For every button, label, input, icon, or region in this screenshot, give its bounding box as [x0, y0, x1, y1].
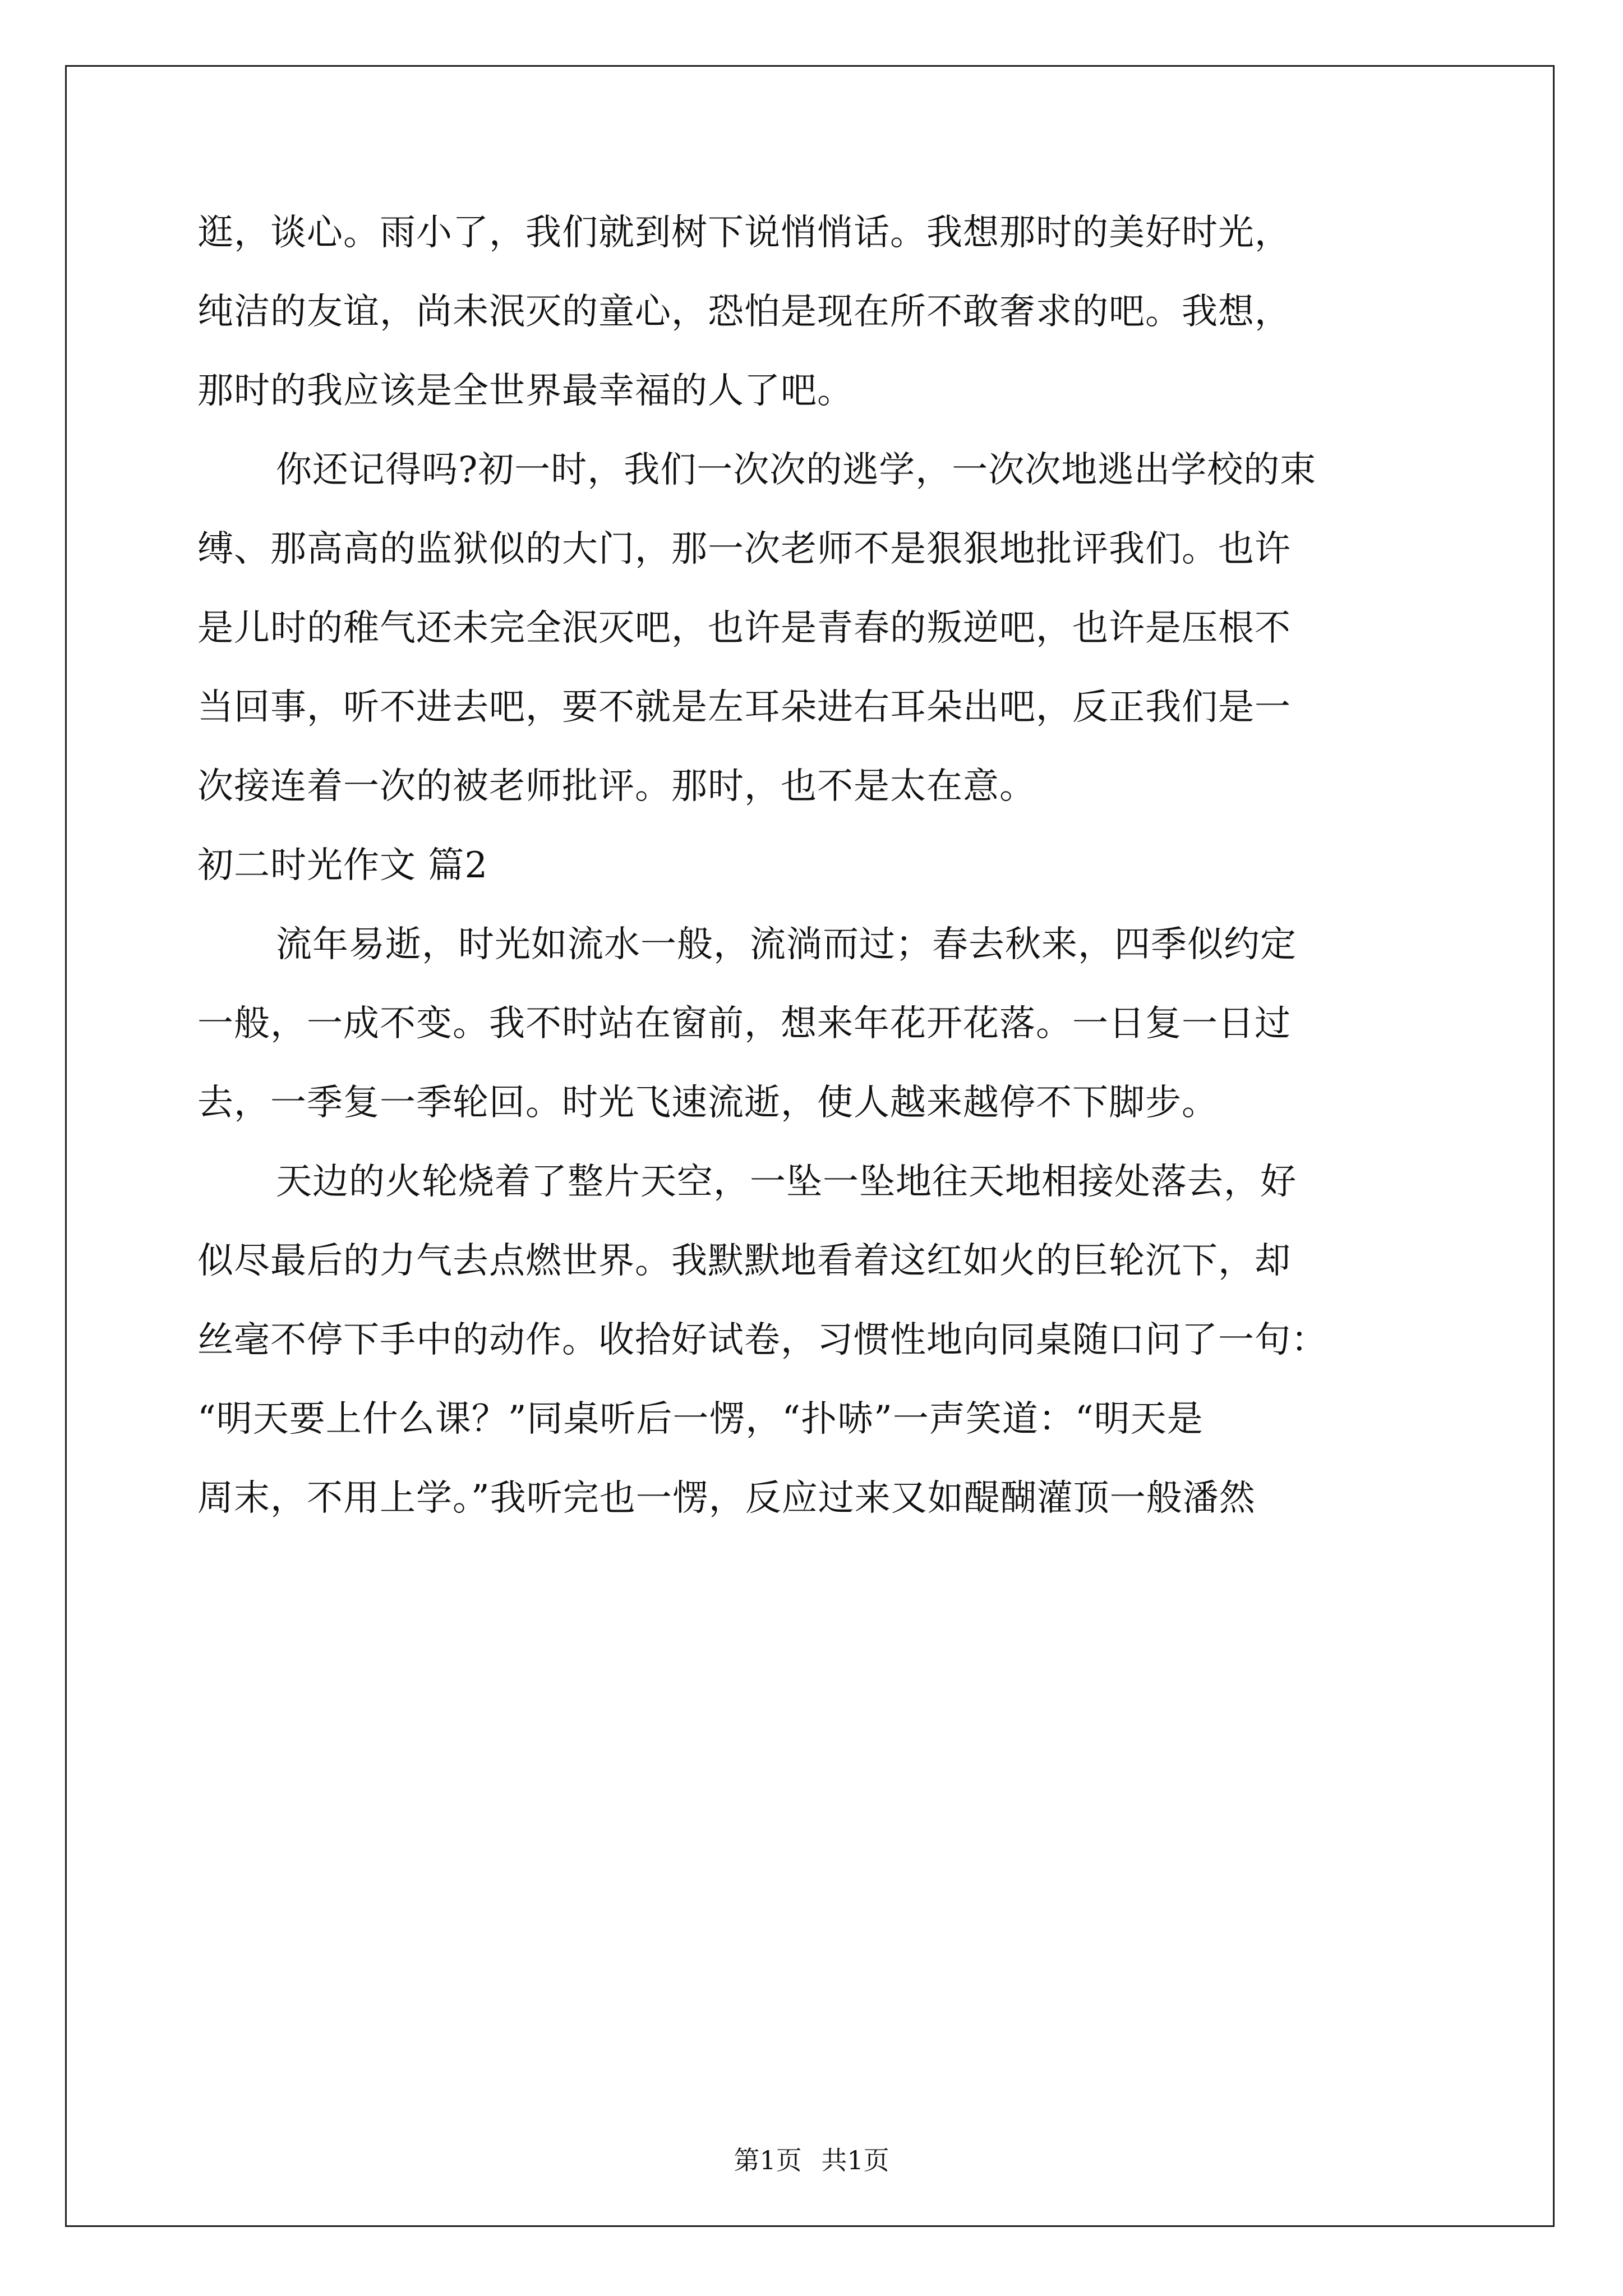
text-line: 当回事，听不进去吧，要不就是左耳朵进右耳朵出吧，反正我们是一: [197, 687, 1291, 728]
text-line: 丝毫不停下手中的动作。收拾好试卷，习惯性地向同桌随口问了一句：: [197, 1319, 1327, 1361]
text-line: 纯洁的友谊，尚未泯灭的童心，恐怕是现在所不敢奢求的吧。我想，: [197, 291, 1291, 333]
text-line: 是儿时的稚气还未完全泯灭吧，也许是青春的叛逆吧，也许是压根不: [197, 608, 1291, 649]
page-number: 第1页: [734, 2145, 802, 2175]
page-footer: [0, 2140, 1623, 2177]
text-line: 逛，谈心。雨小了，我们就到树下说悄悄话。我想那时的美好时光，: [197, 212, 1291, 254]
text-line: 周末，不用上学。”我听完也一愣，反应过来又如醍醐灌顶一般潘然: [197, 1478, 1256, 1519]
text-line: 去，一季复一季轮回。时光飞速流逝，使人越来越停不下脚步。: [197, 1082, 1218, 1124]
text-line: 一般，一成不变。我不时站在窗前，想来年花开花落。一日复一日过: [197, 1003, 1291, 1045]
text-line: “明天要上什么课？”同桌听后一愣，“扑哧”一声笑道：“明天是: [197, 1398, 1204, 1440]
paragraph-start-line: 你还记得吗?初一时，我们一次次的逃学，一次次地逃出学校的束: [276, 449, 1317, 491]
text-line: 缚、那高高的监狱似的大门，那一次老师不是狠狠地批评我们。也许: [197, 528, 1291, 570]
section-heading: 初二时光作文 篇2: [197, 845, 488, 886]
text-line: 次接连着一次的被老师批评。那时，也不是太在意。: [197, 766, 1036, 807]
text-line: 那时的我应该是全世界最幸福的人了吧。: [197, 370, 854, 412]
text-line: 似尽最后的力气去点燃世界。我默默地看着这红如火的巨轮沉下，却: [197, 1240, 1291, 1282]
page-total: 共1页: [821, 2145, 889, 2175]
paragraph-start-line: 流年易逝，时光如流水一般，流淌而过；春去秋来，四季似约定: [276, 924, 1297, 965]
paragraph-start-line: 天边的火轮烧着了整片天空，一坠一坠地往天地相接处落去，好: [276, 1161, 1297, 1203]
